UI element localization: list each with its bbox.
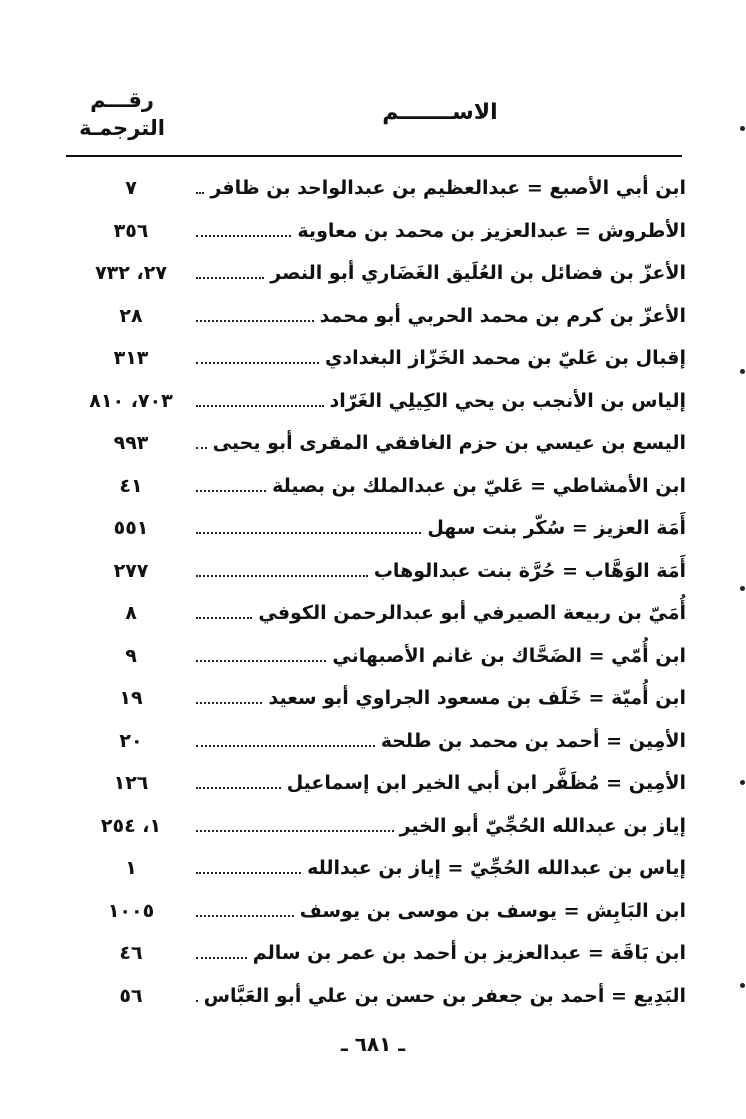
entry-name: ابن البَابِش = يوسف بن موسى بن يوسف (299, 899, 686, 922)
margin-mark (740, 586, 745, 591)
entry-name-cell (196, 680, 686, 716)
dot-leader (196, 490, 266, 492)
entry-name-cell (196, 383, 686, 419)
index-entry (66, 933, 686, 976)
dot-leader (196, 830, 394, 832)
margin-mark (740, 369, 745, 374)
dot-leader (196, 745, 375, 747)
entry-name-cell (196, 340, 686, 376)
entry-name: ابن بَاقَة = عبدالعزيز بن أحمد بن عمر بن سالم (252, 942, 686, 964)
entry-name-cell (196, 553, 686, 589)
entry-name: البَدِيع = أحمد بن جعفر بن حسن بن علي أبو العَبَّاس (203, 984, 686, 1007)
entry-number: ١ (125, 857, 137, 879)
dot-leader (196, 277, 264, 279)
entry-name: أَمَة العزيز = سُكّر بنت سهل (427, 517, 686, 539)
entry-name-cell (196, 935, 686, 971)
entry-number: ٣١٣ (113, 347, 149, 369)
index-entry (66, 848, 686, 891)
entry-name: ابن أبي الأصبع = عبدالعظيم بن عبدالواحد بن ظافر (210, 177, 686, 199)
dot-leader (196, 1000, 198, 1002)
entry-number: ٤١ (119, 474, 143, 497)
index-entry (66, 466, 686, 509)
entry-name: ابن أُميّة = خَلَف بن مسعود الجراوي أبو سعيد (268, 687, 686, 709)
entry-number: ٣٥٦ (113, 219, 149, 242)
entry-name-cell (196, 850, 686, 886)
entry-name: الأمِين = مُظَفَّر ابن أبي الخير ابن إسماعيل (286, 772, 686, 794)
entry-name: الأعزّ بن كرم بن محمد الحربي أبو محمد (319, 304, 686, 327)
translation-number-header (72, 86, 172, 142)
entry-name: إلياس بن الأنجب بن يحي الكِيلِي الغَرّاد (329, 389, 686, 412)
entry-name: أَمَة الوَهَّاب = حُرَّة بنت عبدالوهاب (373, 559, 686, 582)
entry-number: ١٠٠٥ (107, 899, 155, 922)
entry-number: ٢٨ (119, 304, 143, 327)
number-header-line2: الترجمـة (79, 116, 165, 140)
entry-name-cell (196, 723, 686, 759)
index-entry (66, 211, 686, 254)
entry-name: إياز بن عبدالله الحُجِّيّ أبو الخير (399, 814, 686, 837)
entry-name-cell (196, 765, 686, 801)
entry-number: ٧ (125, 177, 137, 199)
dot-leader (196, 235, 291, 237)
index-entry (66, 806, 686, 849)
index-entry (66, 593, 686, 636)
page-number: ـ ٦٨١ ـ (340, 1032, 406, 1056)
entry-number: ٧٠٣، ٨١٠ (89, 389, 173, 412)
entry-number: ٢٠ (119, 729, 143, 752)
entry-name: اليسع بن عيسي بن حزم الغافقي المقرى أبو يحيى (212, 432, 686, 454)
number-header-line1: رقـــم (90, 88, 154, 112)
index-entry (66, 338, 686, 381)
entry-number: ٢٧، ٧٣٢ (95, 262, 167, 284)
dot-leader (196, 362, 319, 364)
index-entry (66, 423, 686, 466)
entry-name: إقبال بن عَليّ بن محمد الخَزّاز البغدادي (325, 347, 686, 369)
entry-name-cell (196, 595, 686, 631)
entry-number: ٥٦ (119, 984, 143, 1007)
entry-name-cell (196, 213, 686, 249)
index-entry (66, 551, 686, 594)
dot-leader (196, 447, 207, 449)
entry-number: ٩ (125, 644, 137, 667)
dot-leader (196, 320, 314, 322)
margin-mark (740, 126, 745, 131)
entry-number: ٩٩٣ (113, 432, 149, 454)
dot-leader (196, 702, 262, 704)
dot-leader (196, 660, 326, 662)
dot-leader (196, 872, 301, 874)
index-entry (66, 253, 686, 296)
index-entry (66, 381, 686, 424)
dot-leader (196, 532, 421, 534)
entry-name-cell (196, 170, 686, 206)
index-entry (66, 678, 686, 721)
margin-mark (740, 983, 745, 988)
entry-name: الأعزّ بن فضائل بن العُلَيق الغَضَاري أبو النصر (270, 262, 686, 284)
entry-name-cell (196, 255, 686, 291)
index-entry (66, 636, 686, 679)
dot-leader (196, 957, 247, 959)
entry-number: ٨ (125, 602, 137, 624)
entry-name: الأمِين = أحمد بن محمد بن طلحة (380, 729, 686, 752)
entry-name-cell (196, 808, 686, 844)
dot-leader (196, 617, 252, 619)
entry-number: ١٢٦ (113, 772, 149, 794)
entry-name: الأطروش = عبدالعزيز بن محمد بن معاوية (297, 219, 686, 242)
entry-name-cell (196, 468, 686, 504)
margin-mark (740, 780, 745, 785)
entry-number: ٥٥١ (113, 517, 149, 539)
index-entries (66, 168, 686, 1018)
entry-name: أُمَيّ بن ربيعة الصيرفي أبو عبدالرحمن الكوفي (258, 602, 686, 624)
index-entry (66, 508, 686, 551)
dot-leader (196, 915, 294, 917)
dot-leader (196, 405, 324, 407)
entry-name: إياس بن عبدالله الحُجِّيّ = إياز بن عبدالله (307, 857, 686, 879)
entry-name-cell (196, 298, 686, 334)
index-entry (66, 763, 686, 806)
name-column-header: الاســـــــم (382, 100, 498, 125)
entry-name-cell (196, 425, 686, 461)
index-entry (66, 168, 686, 211)
index-entry (66, 296, 686, 339)
dot-leader (196, 192, 204, 194)
entry-name: ابن أُمّي = الضَحَّاك بن غانم الأصبهاني (332, 644, 686, 667)
entry-name: ابن الأمشاطي = عَليّ بن عبدالملك بن بصيلة (272, 474, 686, 497)
entry-name-cell (196, 510, 686, 546)
index-entry (66, 891, 686, 934)
index-entry (66, 721, 686, 764)
entry-name-cell (196, 638, 686, 674)
dot-leader (196, 575, 368, 577)
entry-number: ٢٧٧ (113, 559, 149, 582)
entry-name-cell (196, 978, 686, 1014)
entry-number: ١، ٢٥٤ (100, 814, 162, 837)
dot-leader (196, 787, 281, 789)
entry-number: ١٩ (119, 687, 143, 709)
header-divider (66, 155, 682, 157)
entry-name-cell (196, 893, 686, 929)
entry-number: ٤٦ (119, 942, 143, 964)
index-entry (66, 976, 686, 1019)
